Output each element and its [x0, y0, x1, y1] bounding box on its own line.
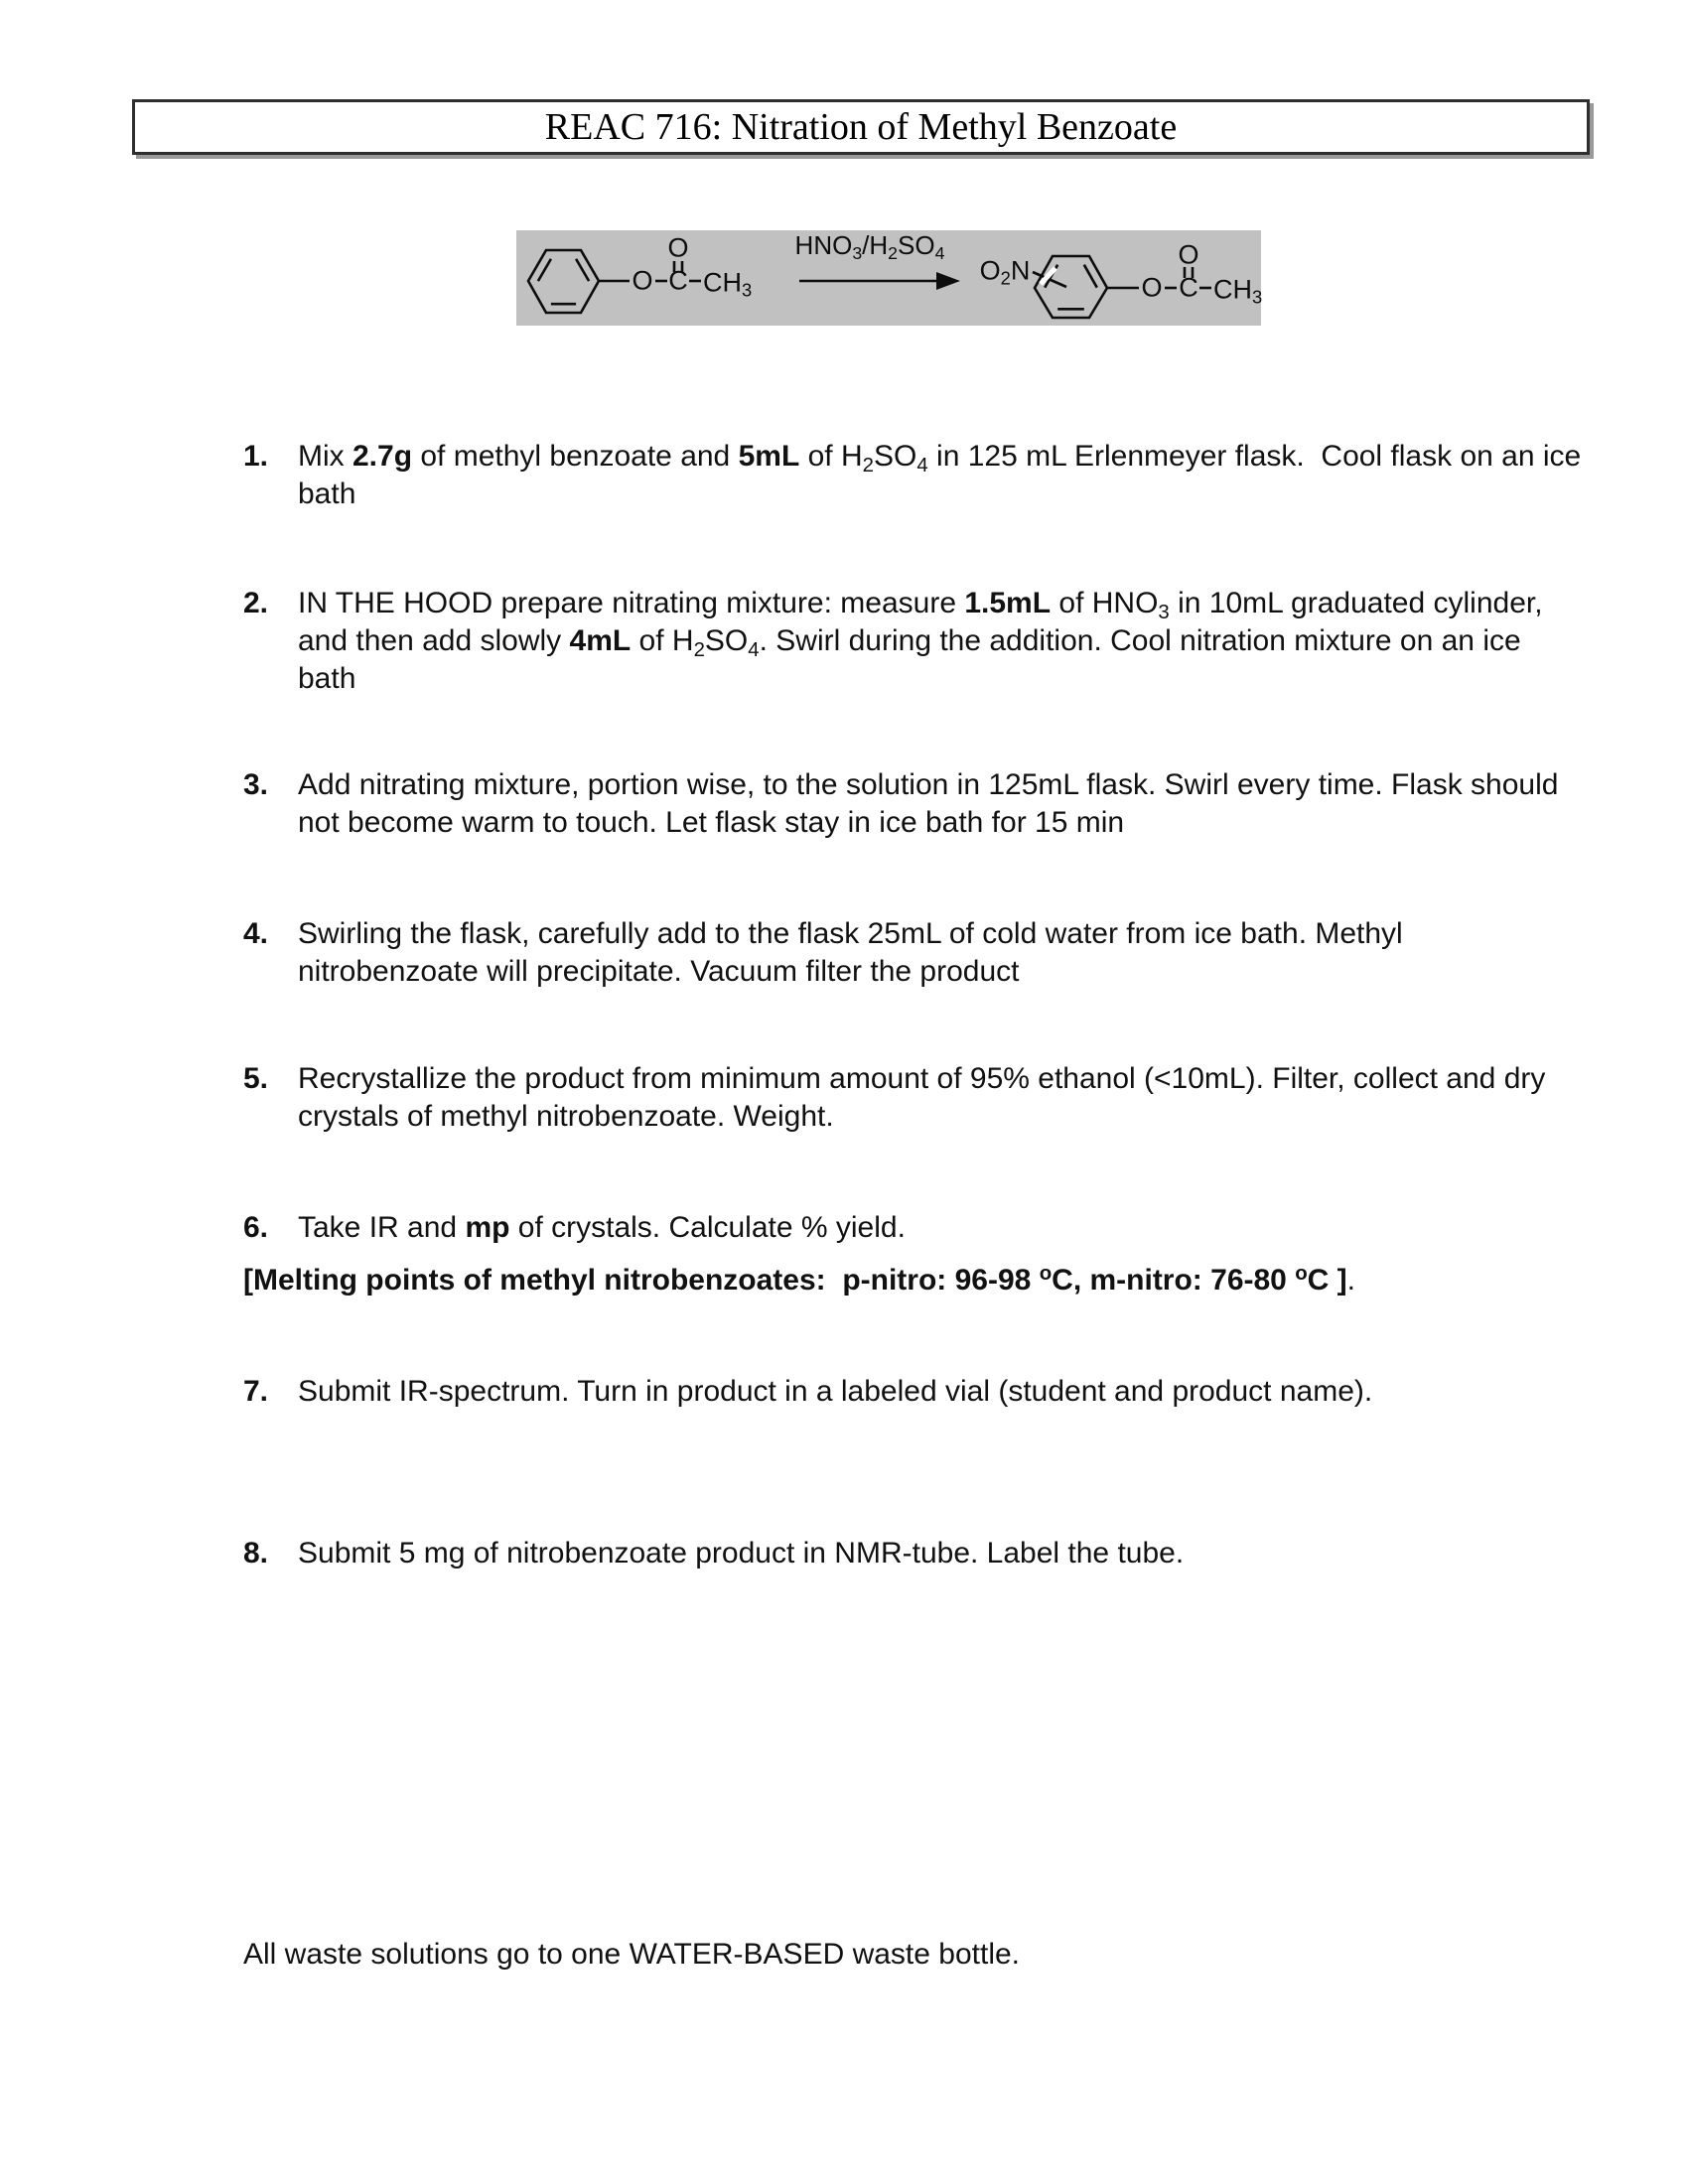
step-number: 8. [243, 1537, 269, 1570]
procedure-step-2 [243, 585, 1584, 698]
step-text: Take IR and mp of crystals. Calculate % yield. [298, 1211, 906, 1244]
step-number: 7. [243, 1375, 269, 1408]
step-text: Mix 2.7g of methyl benzoate and 5mL of $H_2SO_4$ in 125 mL Erlenmeyer flask. Cool flask on an ice bath [298, 440, 1590, 510]
step-number: 5. [243, 1062, 269, 1095]
procedure-step-3 [243, 766, 1584, 842]
procedure-step-1 [243, 438, 1590, 513]
step-number: 2. [243, 587, 269, 619]
step-text: Recrystallize the product from minimum amount of 95% ethanol (<10mL). Filter, collect and dry crystals of methyl nitrobenzoate. Weight. [298, 1062, 1554, 1133]
procedure-step-7 [243, 1373, 1584, 1411]
right-carbonyl-oxygen-label: O [1178, 239, 1199, 270]
left-ester-oxygen-label: O [632, 265, 653, 296]
step-text: Submit 5 mg of nitrobenzoate product in NMR-tube. Label the tube. [298, 1537, 1185, 1570]
page-title: REAC 716: Nitration of Methyl Benzoate [544, 106, 1178, 148]
right-ester-oxygen-label: O [1141, 272, 1163, 303]
step-text: Submit IR-spectrum. Turn in product in a labeled vial (student and product name). [298, 1375, 1373, 1408]
procedure-step-8 [243, 1535, 1584, 1572]
arrow-reagents-label: $HNO_3/H_2SO_4$ [794, 230, 945, 263]
procedure-step-4 [243, 915, 1584, 991]
step-number: 4. [243, 917, 269, 950]
waste-disposal-note: All waste solutions go to one WATER-BASED waste bottle. [243, 1938, 1021, 1971]
procedure-step-6 [243, 1209, 1584, 1247]
step-number: 1. [243, 440, 269, 473]
step-text: Add nitrating mixture, portion wise, to the solution in 125mL flask. Swirl every time. Flask should not become warm to touch. Let flask stay in ice bath for 15 min [298, 768, 1567, 839]
left-carbonyl-oxygen-label: O [667, 232, 689, 263]
step-text: IN THE HOOD prepare nitrating mixture: measure 1.5mL of $HNO_3$ in 10mL graduated cylinder, and then add slowly 4mL of $H_2SO_4$. Swirl during the addition. Cool nitration mixture on an ice bath [298, 587, 1551, 695]
step-number: 6. [243, 1211, 269, 1244]
right-methyl-label: $CH_3$ [1213, 274, 1263, 308]
step-number: 3. [243, 768, 269, 801]
reaction-scheme [516, 230, 1261, 326]
melting-points-note: [Melting points of methyl nitrobenzoates: p-nitro: 96-98 $^o$C, m-nitro: 76-80 $^o$C ]. [243, 1262, 1356, 1297]
procedure-step-5 [243, 1060, 1584, 1136]
title-box [132, 99, 1590, 155]
nitro-group-label: $O_2N$ [979, 255, 1031, 289]
left-methyl-label: $CH_3$ [703, 267, 753, 301]
left-carbonyl-carbon-label: C [668, 265, 688, 296]
right-carbonyl-carbon-label: C [1179, 272, 1198, 303]
step-text: Swirling the flask, carefully add to the flask 25mL of cold water from ice bath. Methyl nitrobenzoate will precipitate. Vacuum filter the product [298, 917, 1412, 988]
